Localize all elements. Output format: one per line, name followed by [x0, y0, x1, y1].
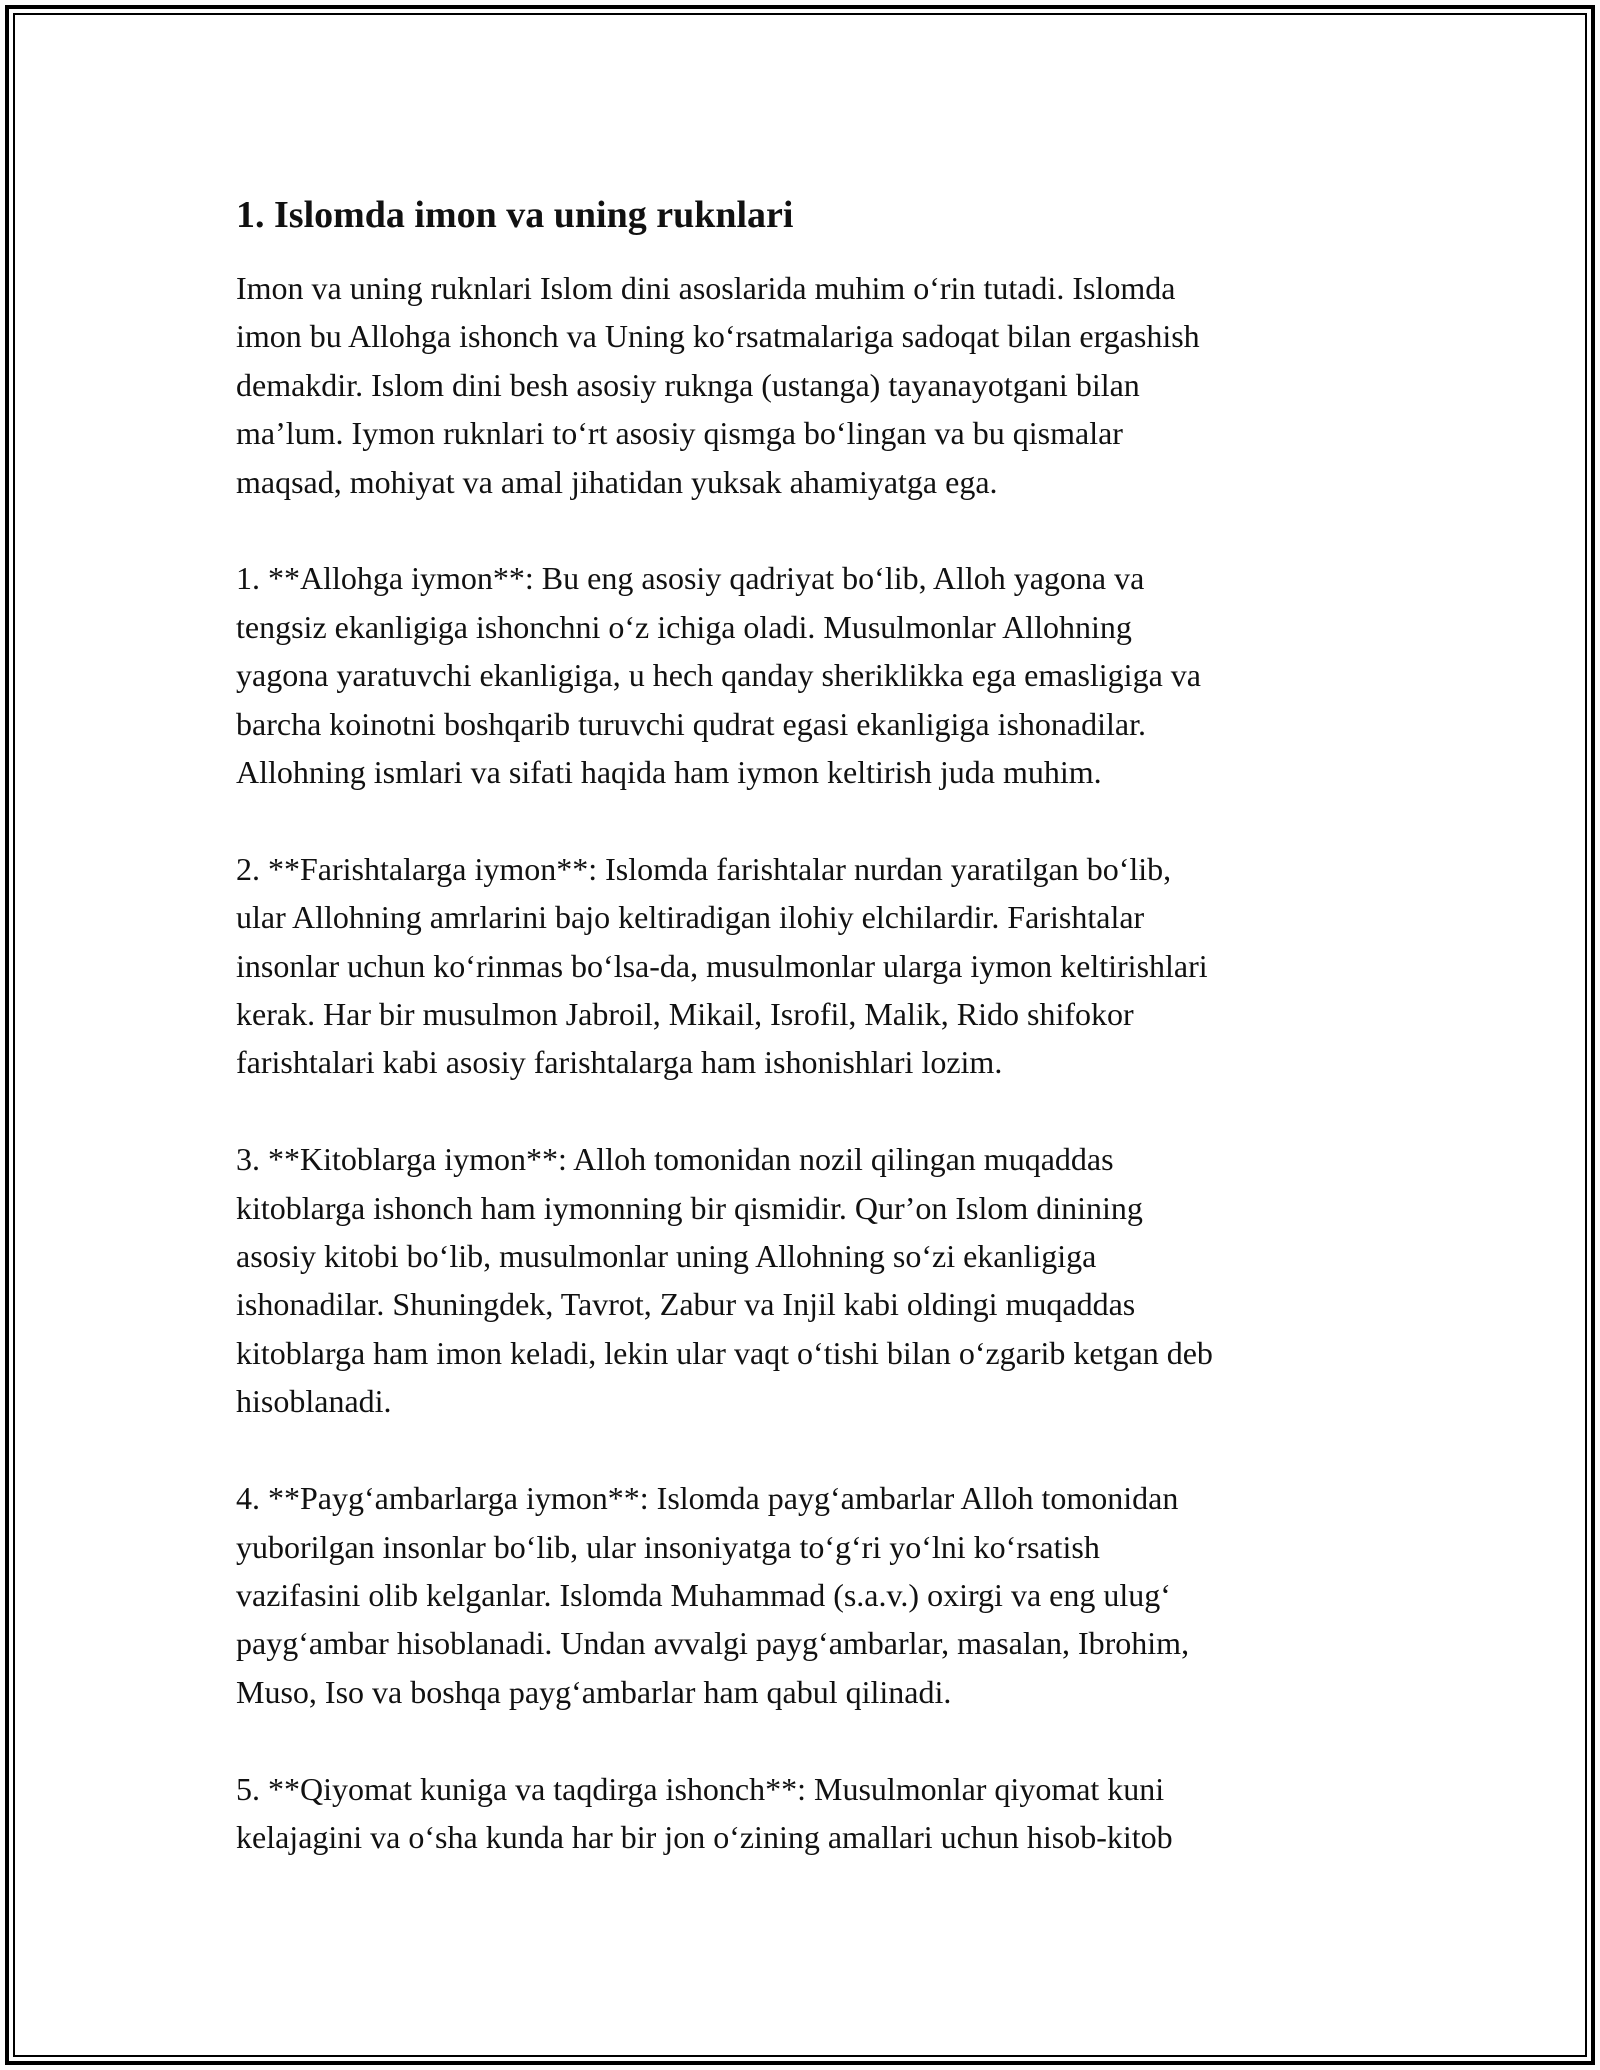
paragraph-kitoblarga-iymon: 3. **Kitoblarga iymon**: Alloh tomonidan nozil qilingan muqaddas kitoblarga ishonch ham iymonning bir qismidir. Qurʼon Islom dinining asosiy kitobi boʻlib, musulmonlar uning Allohning soʻzi ekanligiga ishonadilar. Shuningdek, Tavrot, Zabur va Injil kabi oldingi muqaddas kitoblarga ham imon keladi, lekin ular vaqt oʻtishi bilan oʻzgarib ketgan deb hisoblanadi. — [236, 1141, 1213, 1420]
page-title: 1. Islomda imon va uning ruknlari — [236, 194, 794, 236]
document-body — [236, 190, 1386, 1861]
paragraph-allohga-iymon: 1. **Allohga iymon**: Bu eng asosiy qadriyat boʻlib, Alloh yagona va tengsiz ekanligiga ishonchni oʻz ichiga oladi. Musulmonlar Allohning yagona yaratuvchi ekanligiga, u hech qanday sheriklikka ega emasligiga va barcha koinotni boshqarib turuvchi qudrat egasi ekanligiga ishonadilar. Allohning ismlari va sifati haqida ham iymon keltirish juda muhim. — [236, 560, 1201, 791]
paragraph-paygambarlarga-iymon: 4. **Paygʻambarlarga iymon**: Islomda paygʻambarlar Alloh tomonidan yuborilgan insonlar boʻlib, ular insoniyatga toʻgʻri yoʻlni koʻrsatish vazifasini olib kelganlar. Islomda Muhammad (s.a.v.) oxirgi va eng ulugʻ paygʻambar hisoblanadi. Undan avvalgi paygʻambarlar, masalan, Ibrohim, Muso, Iso va boshqa paygʻambarlar ham qabul qilinadi. — [236, 1480, 1190, 1710]
intro-paragraph: Imon va uning ruknlari Islom dini asoslarida muhim oʻrin tutadi. Islomda imon bu Allohga ishonch va Uning koʻrsatmalariga sadoqat bilan ergashish demakdir. Islom dini besh asosiy ruknga (ustanga) tayanayotgani bilan maʼlum. Iymon ruknlari toʻrt asosiy qismga boʻlingan va bu qismalar maqsad, mohiyat va amal jihatidan yuksak ahamiyatga ega. — [236, 270, 1200, 500]
paragraph-qiyomat-kuniga: 5. **Qiyomat kuniga va taqdirga ishonch**: Musulmonlar qiyomat kuni kelajagini va oʻsha kunda har bir jon oʻzining amallari uchun hisob-kitob — [236, 1770, 1173, 1855]
paragraph-farishtalarga-iymon: 2. **Farishtalarga iymon**: Islomda farishtalar nurdan yaratilgan boʻlib, ular Allohning amrlarini bajo keltiradigan ilohiy elchilardir. Farishtalar insonlar uchun koʻrinmas boʻlsa-da, musulmonlar ularga iymon keltirishlari kerak. Har bir musulmon Jabroil, Mikail, Isrofil, Malik, Rido shifokor farishtalari kabi asosiy farishtalarga ham ishonishlari lozim. — [236, 850, 1208, 1081]
